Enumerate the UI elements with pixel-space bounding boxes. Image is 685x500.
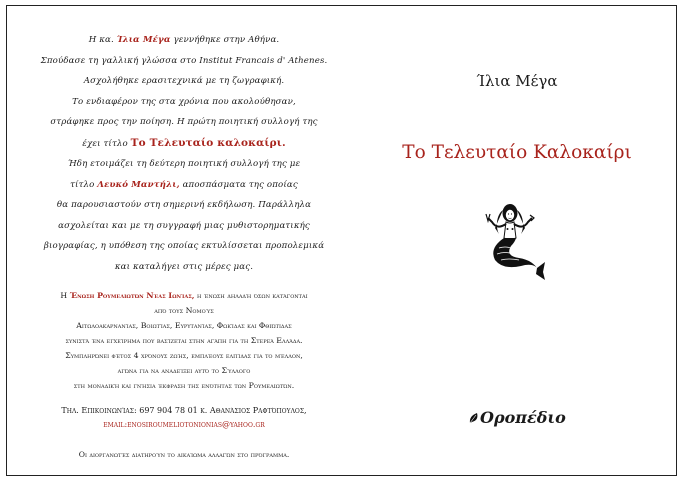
bio-line: και καταλήγει στις μέρες μας. [114, 261, 254, 272]
program-sheet [6, 5, 677, 476]
organizers-note: Οι διοργανωτές διατηρούν το δικαίωμα αλλαγών στο πρόγραμμα. [78, 450, 290, 459]
association-line: στη μοναδική και γνήσια έκφραση της ενότητας των Ρουμελιωτών. [73, 381, 295, 390]
author-name: Ίλια Μέγα [116, 35, 171, 45]
bio-line: θα παρουσιαστούν στη σημερινή εκδήλωση. Παράλληλα [56, 200, 312, 210]
association-info [19, 288, 349, 393]
bio-line: Σπούδασε τη γαλλική γλώσσα στο Institut Francais d' Athenes. [40, 55, 328, 66]
bio-line: Η κα. Ίλια Μέγα γεννήθηκε στην Αθήνα. [88, 35, 280, 45]
association-line: αγώνα για να αναδείξει αυτό το Σύλλογο [117, 366, 251, 375]
publisher-logo [469, 408, 566, 427]
association-line: Αιτωλοακαρνανίας, Βοιωτίας, Ευρυτανίας, Φωκίδας και Φθιώτιδας [76, 321, 292, 330]
contact-email[interactable]: email:enosiroumeliotonionias@yahoo.gr [103, 420, 265, 429]
bio-line: Το ενδιαφέρον της στα χρόνια που ακολούθησαν, [72, 96, 296, 107]
bio-line: στράφηκε προς την ποίηση. Η πρώτη ποιητική συλλογή της [50, 117, 318, 127]
association-line: Συμπληρώνει φέτος 4 χρόνους ζωής, εμπλέους ελπίδας για το μέλλον, [65, 351, 303, 360]
bio-line: τίτλο Λευκό Μαντήλι, αποσπάσματα της οποίας [70, 179, 298, 190]
cover-panel [357, 6, 677, 475]
cover-title: Το Τελευταίο Καλοκαίρι [402, 142, 632, 163]
cover-author: Ίλια Μέγα [476, 72, 558, 90]
association-line: από τους Νομούς [154, 306, 214, 315]
publisher-name: Οροπέδιο [480, 408, 566, 427]
second-collection-title: Λευκό Μαντήλι, [97, 179, 180, 190]
first-collection-title: Το Τελευταίο καλοκαίρι. [130, 136, 286, 149]
mermaid-icon [475, 200, 545, 282]
author-bio [19, 30, 349, 277]
association-line: συνιστά ένα εγχείρημα που βασίζεται στην αγάπη για τη Στερεά Ελλάδα. [65, 336, 303, 345]
bio-line: έχει τίτλο Το Τελευταίο καλοκαίρι. [82, 136, 286, 149]
bio-line: Ασχολήθηκε ερασιτεχνικά με τη ζωγραφική. [83, 76, 285, 86]
leaf-icon [469, 412, 479, 424]
association-name: Ένωση Ρουμελιωτών Νέας Ιωνίας, [69, 291, 195, 300]
bio-line: βιογραφίας, η υπόθεση της οποίας εκτυλίσσεται προπολεμικά [43, 241, 325, 251]
contact-info [19, 404, 349, 432]
bio-line: Ήδη ετοιμάζει τη δεύτερη ποιητική συλλογή της με [67, 159, 301, 169]
bio-line: ασχολείται και με τη συγγραφή μιας μυθιστορηματικής [58, 220, 310, 231]
contact-phone: Τηλ. Επικοινωνίας: 697 904 78 01 κ. Αθανάσιος Ραφτόπουλος, [61, 406, 307, 415]
association-line: Η Ένωση Ρουμελιωτών Νέας Ιωνίας, η ένωση δηλαδή όσων κατάγονται [60, 291, 308, 300]
